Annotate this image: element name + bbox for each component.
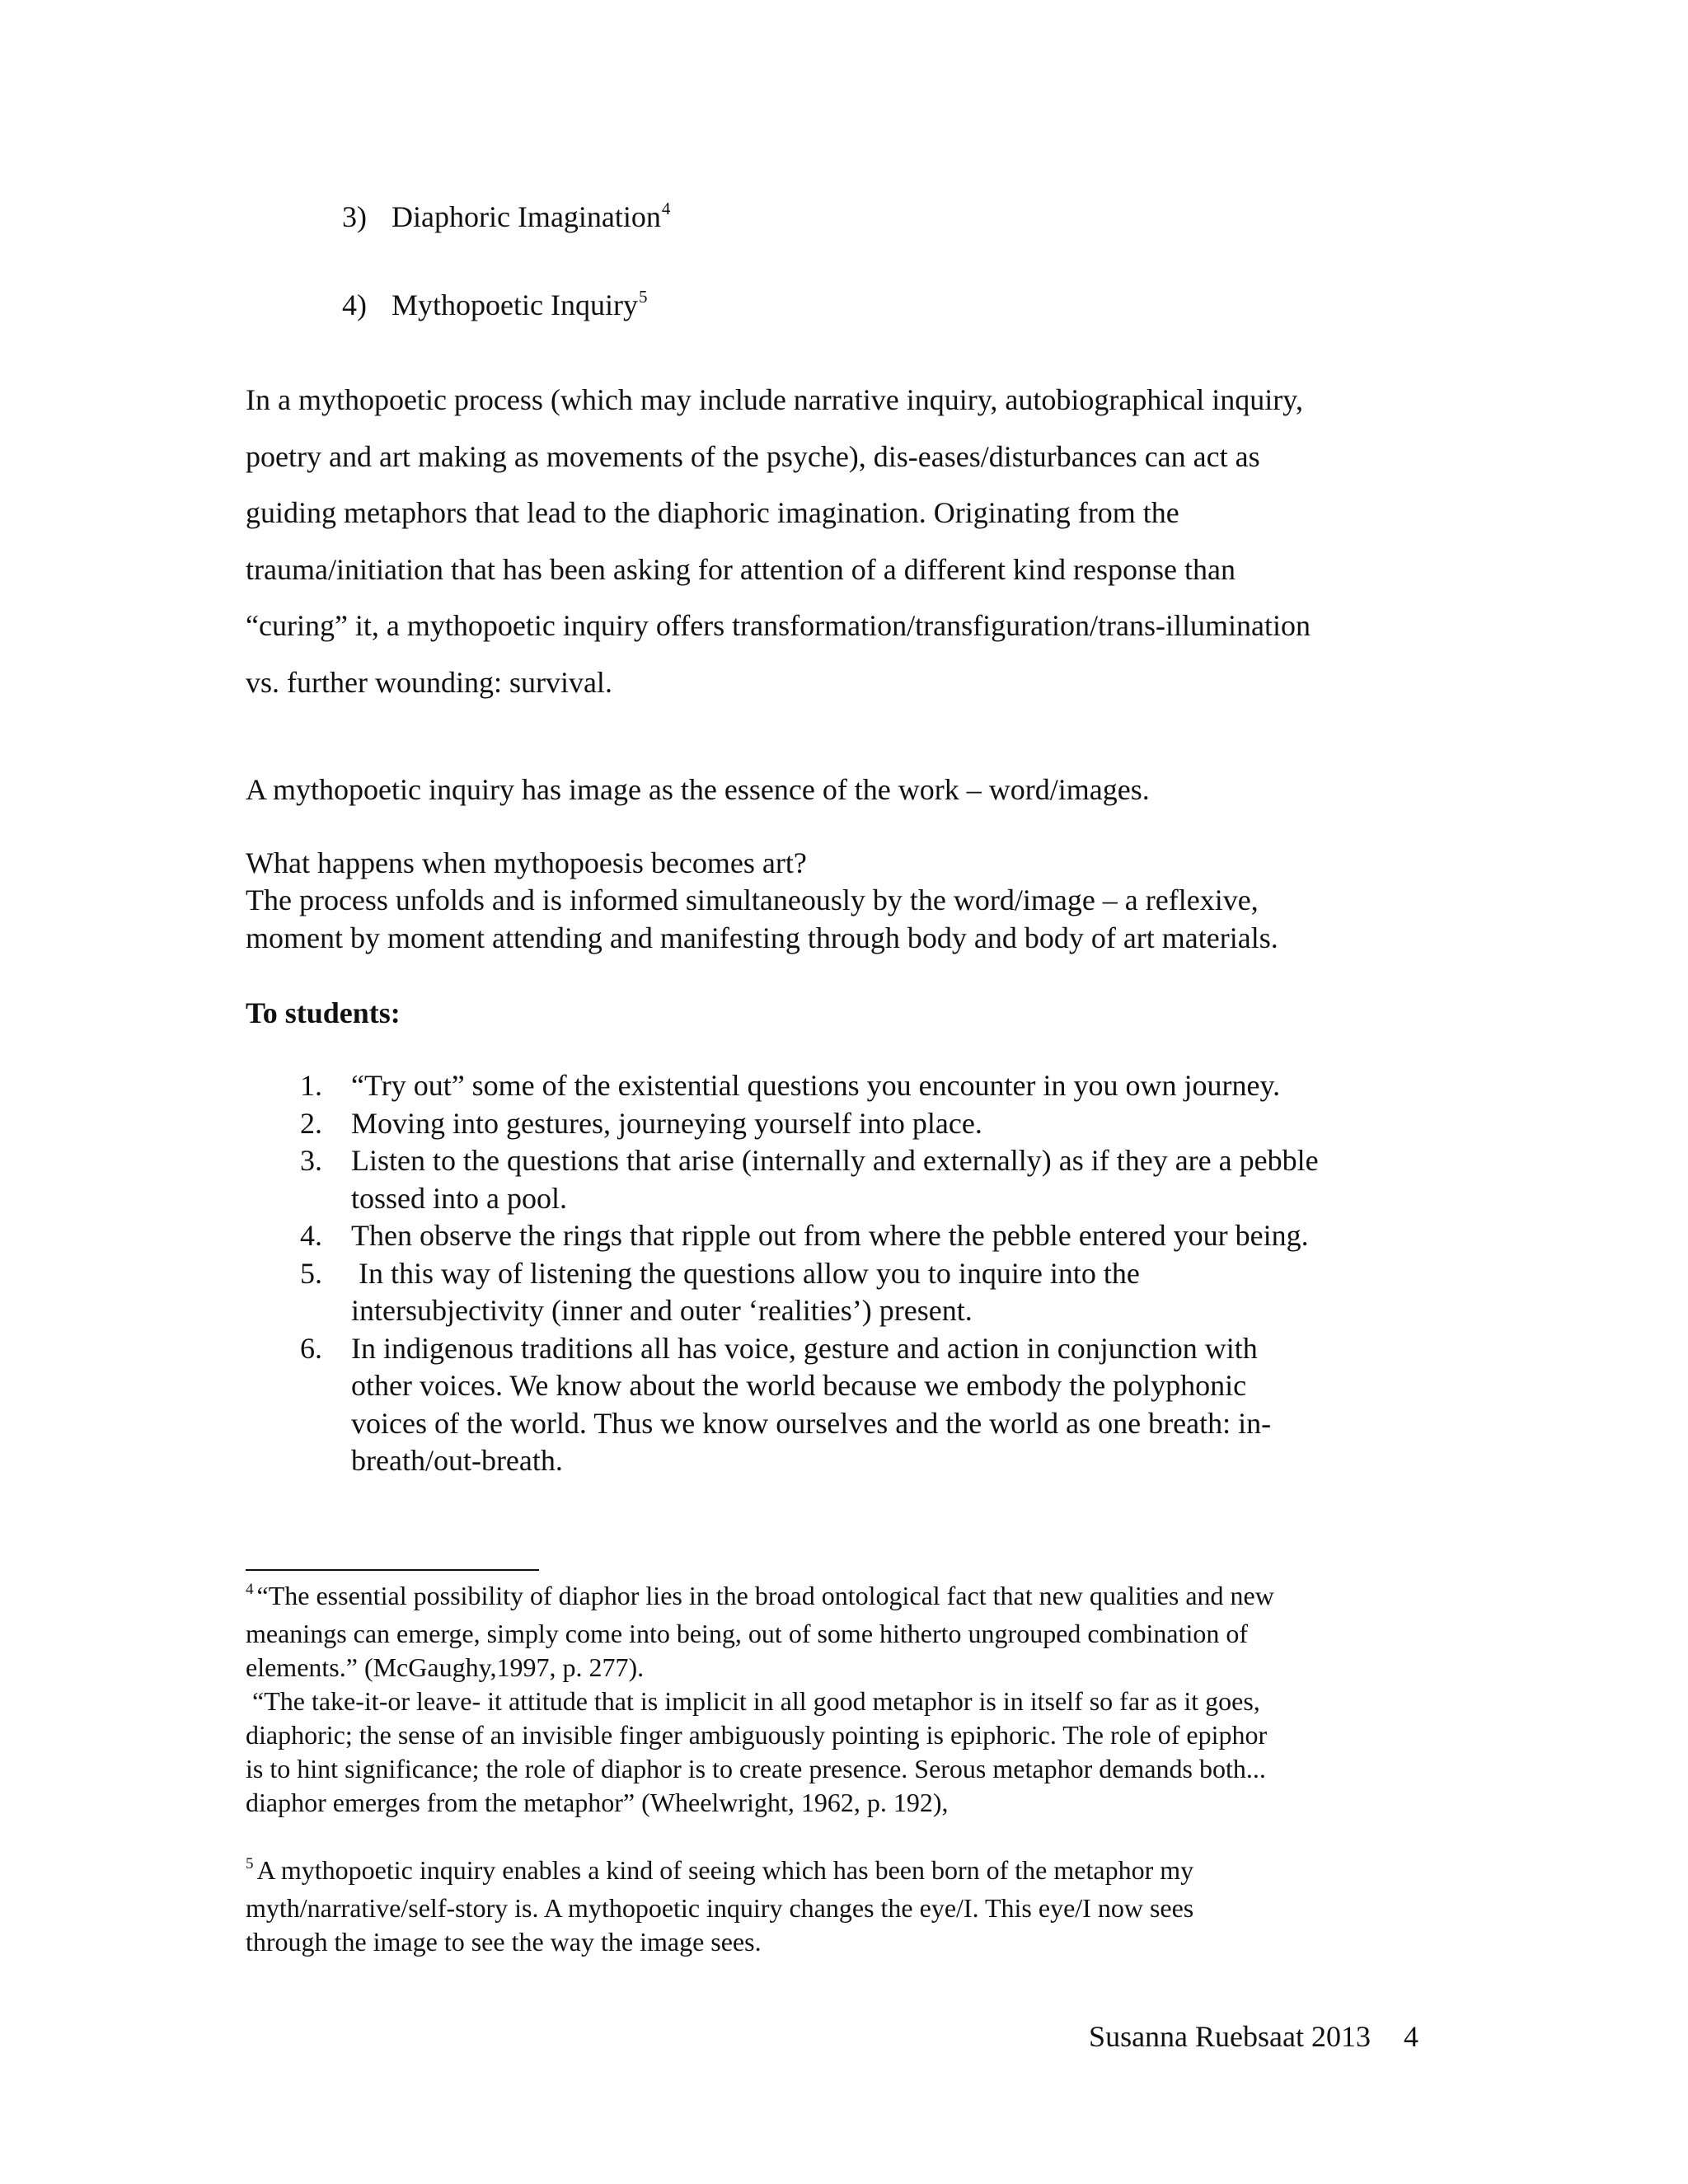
list-item xyxy=(246,1105,1449,1143)
list-item xyxy=(246,1067,1449,1105)
list-line: In this way of listening the questions allow you to inquire into the xyxy=(351,1256,1140,1290)
paragraph-line: trauma/initiation that has been asking for attention of a different kind response than xyxy=(246,552,1236,586)
footnote-line: diaphor emerges from the metaphor” (Wheelwright, 1962, p. 192), xyxy=(246,1788,949,1817)
footnote-5 xyxy=(246,1854,1457,1959)
list-item xyxy=(246,1217,1449,1255)
top-list-item-3 xyxy=(342,199,670,239)
list-item xyxy=(246,1330,1449,1480)
list-line: Moving into gestures, journeying yourself into place. xyxy=(351,1106,982,1140)
students-list xyxy=(246,1067,1449,1480)
footnote-line: myth/narrative/self-story is. A mythopoetic inquiry changes the eye/I. This eye/I now sees xyxy=(246,1893,1194,1923)
page-number: 4 xyxy=(1404,2020,1418,2053)
footnote-ref-5: 5 xyxy=(638,287,648,307)
footnote-4 xyxy=(246,1579,1457,1820)
list-number: 2. xyxy=(300,1106,322,1140)
paragraph-line: poetry and art making as movements of the psyche), dis-eases/disturbances can act as xyxy=(246,439,1260,473)
list-number: 5. xyxy=(300,1256,322,1290)
footnote-text: “The essential possibility of diaphor lies in the broad ontological fact that new qualities and new xyxy=(256,1581,1274,1610)
footnote-line xyxy=(246,1854,1457,1891)
footnote-text: A mythopoetic inquiry enables a kind of seeing which has been born of the metaphor my xyxy=(256,1855,1194,1885)
top-list-number: 3) xyxy=(342,200,367,233)
art-question: What happens when mythopoesis becomes art? xyxy=(246,846,807,879)
image-essence-sentence: A mythopoetic inquiry has image as the essence of the work – word/images. xyxy=(246,773,1150,806)
paragraph-line: “curing” it, a mythopoetic inquiry offers transformation/transfiguration/trans-illumination xyxy=(246,609,1311,642)
footnote-line: diaphoric; the sense of an invisible finger ambiguously pointing is epiphoric. The role of epiphor xyxy=(246,1720,1268,1750)
mythopoetic-process-paragraph xyxy=(246,372,1432,710)
footer-author: Susanna Ruebsaat 2013 xyxy=(1089,2020,1371,2053)
footnote-separator xyxy=(246,1569,539,1571)
footnote-line: through the image to see the way the image sees. xyxy=(246,1927,762,1957)
list-number: 6. xyxy=(300,1331,322,1365)
top-list-text: Mythopoetic Inquiry xyxy=(392,288,638,321)
list-item xyxy=(246,1255,1449,1330)
paragraph-line: In a mythopoetic process (which may include narrative inquiry, autobiographical inquiry, xyxy=(246,383,1303,416)
footnote-line: is to hint significance; the role of diaphor is to create presence. Serous metaphor demands both... xyxy=(246,1754,1266,1783)
process-line: The process unfolds and is informed simultaneously by the word/image – a reflexive, xyxy=(246,883,1259,916)
list-line: breath/out-breath. xyxy=(351,1444,563,1477)
paragraph-line: vs. further wounding: survival. xyxy=(246,665,612,699)
footnote-line: “The take-it-or leave- it attitude that is implicit in all good metaphor is in itself so far as it goes, xyxy=(246,1686,1260,1716)
list-number: 4. xyxy=(300,1219,322,1252)
process-line: moment by moment attending and manifesting through body and body of art materials. xyxy=(246,921,1278,954)
footnote-line: meanings can emerge, simply come into being, out of some hitherto ungrouped combination of xyxy=(246,1619,1249,1648)
list-number: 1. xyxy=(300,1069,322,1102)
footnote-mark: 4 xyxy=(246,1581,254,1598)
list-line: Then observe the rings that ripple out from where the pebble entered your being. xyxy=(351,1219,1309,1252)
list-line: “Try out” some of the existential questions you encounter in you own journey. xyxy=(351,1069,1281,1102)
footnotes xyxy=(246,1579,1457,1959)
list-line: tossed into a pool. xyxy=(351,1181,567,1215)
top-list-item-4 xyxy=(342,287,647,327)
footnote-line xyxy=(246,1579,1457,1617)
footnote-line: elements.” (McGaughy,1997, p. 277). xyxy=(246,1652,645,1682)
list-line: other voices. We know about the world because we embody the polyphonic xyxy=(351,1369,1247,1402)
footnote-mark: 5 xyxy=(246,1855,254,1872)
list-number: 3. xyxy=(300,1144,322,1177)
list-line: intersubjectivity (inner and outer ‘realities’) present. xyxy=(351,1294,973,1327)
top-list-text: Diaphoric Imagination xyxy=(392,200,661,233)
list-line: In indigenous traditions all has voice, gesture and action in conjunction with xyxy=(351,1331,1258,1365)
list-line: Listen to the questions that arise (internally and externally) as if they are a pebble xyxy=(351,1144,1319,1177)
footnote-ref-4: 4 xyxy=(661,199,671,218)
page-footer xyxy=(1089,2018,1418,2055)
list-item xyxy=(246,1142,1449,1217)
paragraph-line: guiding metaphors that lead to the diaphoric imagination. Originating from the xyxy=(246,496,1179,529)
students-heading: To students: xyxy=(246,996,401,1029)
top-list-number: 4) xyxy=(342,288,367,321)
list-line: voices of the world. Thus we know ourselves and the world as one breath: in- xyxy=(351,1406,1272,1440)
